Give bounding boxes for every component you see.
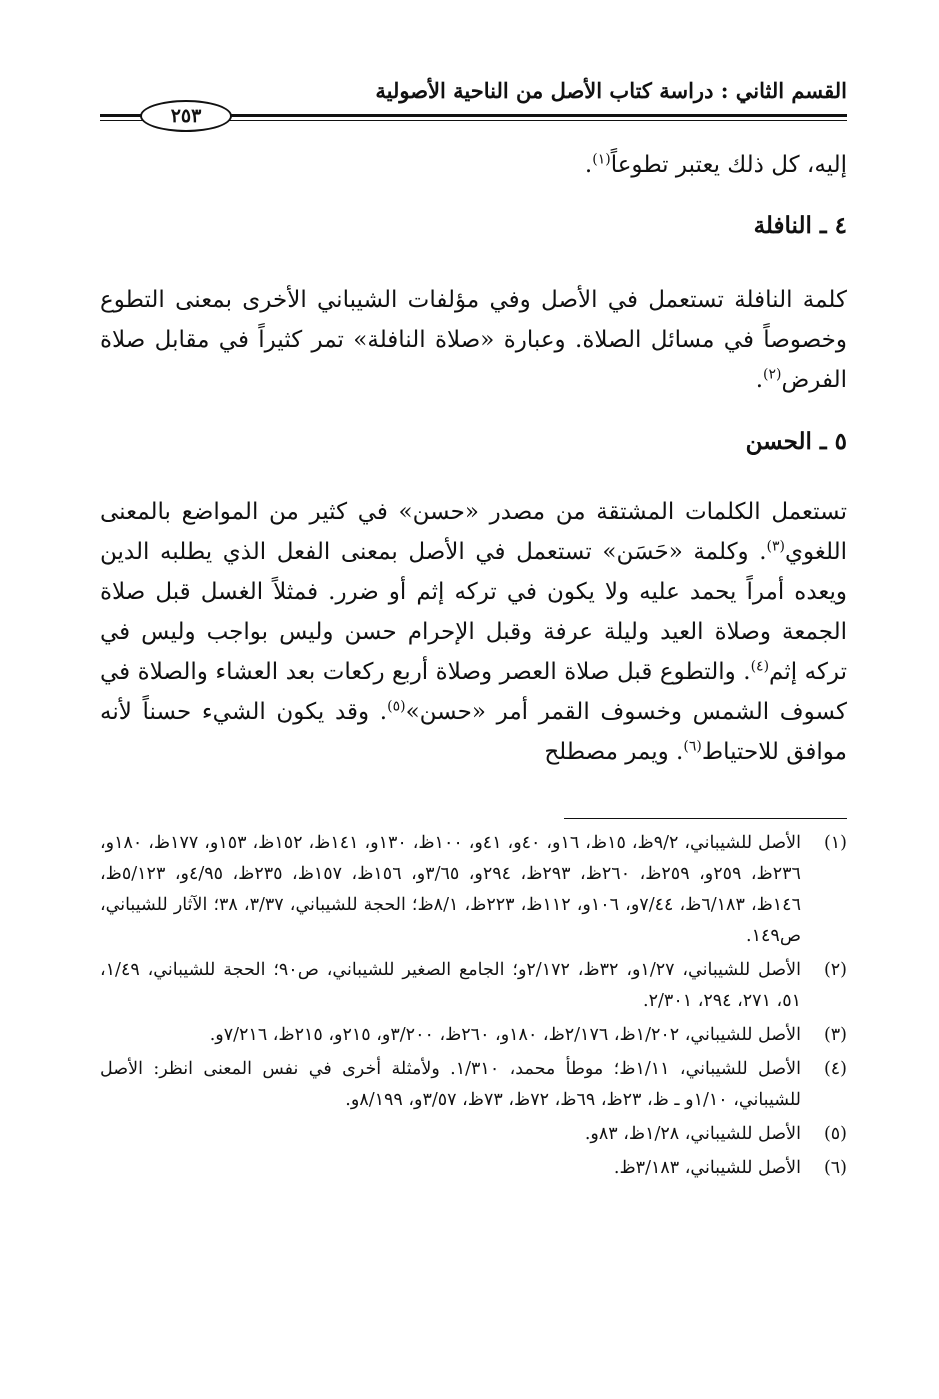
paragraph-1-text: كلمة النافلة تستعمل في الأصل وفي مؤلفات الشيباني الأخرى بمعنى التطوع وخصوصاً في مسائل الصلاة. وعبارة «صلاة النافلة» تمر كثيراً في مقابل صلاة الفرض: [100, 287, 847, 393]
footnote-text: الأصل للشيباني، ١/٢٨ظ، ٨٣و.: [584, 1124, 801, 1144]
paragraph-0-text: إليه، كل ذلك يعتبر تطوعاً: [610, 152, 847, 178]
footnote-2: [100, 955, 847, 1017]
footnote-number: (٤): [823, 1059, 847, 1079]
footnote-separator: [564, 818, 847, 819]
paragraph-1: [100, 280, 847, 400]
footnote-text: الأصل للشيباني، ٩/٢ظ، ١٥ظ، ١٦و، ٤٠و، ٤١و، ١٠٠ظ، ١٣٠و، ١٤١ظ، ١٥٢ظ، ١٥٣و، ١٧٧ظ، ١٨٠و، ٢٣٦ظ، ٢٥٩و، ٢٥٩ظ، ٢٦٠ظ، ٢٩٣ظ، ٢٩٤و، ٣/٦٥و، ١٥٦ظ، ١٥٧ظ، ٢٣٥ظ، ٤/٩٥و، ٥/١٢٣ظ، ١٤٦ظ، ٦/١٨٣ظ، ٧/٤٤و، ١٠٦و، ١١٢ظ، ٢٢٣ظ، ٨/١ظ؛ الحجة للشيباني، ٣/٣٧، ٣٨؛ الآثار للشيباني، ص١٤٩.: [100, 833, 801, 946]
footnote-number: (٦): [823, 1158, 847, 1178]
footnote-ref-1[interactable]: (١): [592, 151, 611, 168]
running-title: القسم الثاني : دراسة كتاب الأصل من الناحية الأصولية: [375, 78, 847, 103]
footnote-text: الأصل للشيباني، ٣/١٨٣ظ.: [613, 1158, 801, 1178]
paragraph-1-end: .: [755, 367, 763, 393]
paragraph-2-part-a: تستعمل الكلمات المشتقة من مصدر «حسن» في كثير من المواضع بالمعنى اللغوي: [100, 499, 847, 565]
paragraph-2: [100, 492, 847, 772]
paragraph-2-part-e: . ويمر مصطلح: [544, 739, 684, 765]
footnote-ref-2[interactable]: (٢): [763, 366, 782, 383]
footnote-number: (٥): [823, 1124, 847, 1144]
section-heading-4: ٤ ـ النافلة: [753, 212, 847, 239]
footnote-5: [100, 1119, 847, 1150]
section-heading-5: ٥ ـ الحسن: [745, 428, 847, 455]
paragraph-0-end: .: [584, 152, 593, 178]
paragraph-2-part-d: . وقد يكون الشيء حسناً لأنه موافق للاحتياط: [100, 699, 847, 765]
footnote-text: الأصل للشيباني، ١/١١ظ؛ موطأ محمد، ١/٣١٠. ولأمثلة أخرى في نفس المعنى انظر: الأصل للشيباني، ١/١٠و ـ ظ، ٢٣ظ، ٦٩ظ، ٧٢ظ، ٧٣ظ، ٣/٥٧و، ٨/١٩٩و.: [100, 1059, 802, 1110]
page-number: ٢٥٣: [140, 100, 232, 132]
footnote-3: [100, 1020, 847, 1051]
paragraph-2-part-c: . والتطوع قبل صلاة العصر وصلاة أربع ركعات بعد العشاء والصلاة في كسوف الشمس وخسوف القمر أمر «حسن»: [100, 659, 847, 725]
footnote-ref-5[interactable]: (٥): [387, 698, 406, 715]
footnote-text: الأصل للشيباني، ١/٢٧و، ٣٢ظ، ٢/١٧٢و؛ الجامع الصغير للشيباني، ص٩٠؛ الحجة للشيباني، ١/٤٩، ٥١، ٢٧١، ٢٩٤، ٢/٣٠١.: [100, 960, 801, 1011]
footnote-6: [100, 1153, 847, 1184]
footnotes: [100, 828, 847, 1187]
footnote-ref-4[interactable]: (٤): [750, 658, 770, 675]
footnote-1: [100, 828, 847, 952]
footnote-text: الأصل للشيباني، ١/٢٠٢ظ، ٢/١٧٦ظ، ١٨٠و، ٢٦٠ظ، ٣/٢٠٠و، ٢١٥و، ٢١٥ظ، ٧/٢١٦و.: [209, 1025, 801, 1045]
paragraph-0: [100, 145, 847, 185]
footnote-ref-6[interactable]: (٦): [683, 738, 702, 755]
paragraph-2-part-b: . وكلمة «حَسَن» تستعمل في الأصل بمعنى الفعل الذي يطلبه الدين ويعده أمراً يحمد عليه ولا يكون في تركه إثم أو ضرر. فمثلاً الغسل قبل صلاة الجمعة وصلاة العيد وليلة عرفة وقبل الإحرام حسن وليس بواجب وليس في تركه إثم: [100, 539, 847, 685]
footnote-ref-3[interactable]: (٣): [766, 538, 785, 555]
footnote-4: [100, 1054, 847, 1116]
footnote-number: (٣): [823, 1025, 847, 1045]
footnote-number: (١): [823, 833, 847, 853]
footnote-number: (٢): [823, 960, 847, 980]
